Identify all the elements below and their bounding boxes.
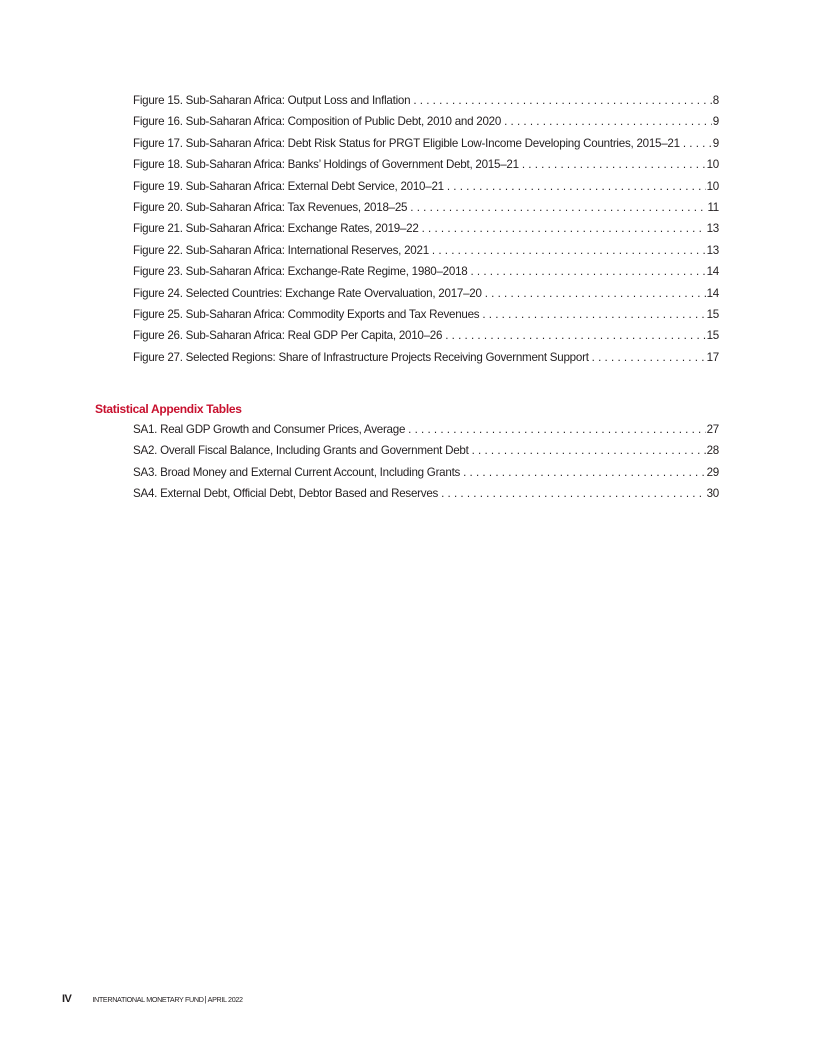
toc-entry-page: 9 — [712, 115, 719, 129]
footer-page-number: IV — [62, 993, 72, 1005]
toc-entry-title: Figure 21. Sub-Saharan Africa: Exchange Rates, 2019–22 — [133, 222, 419, 236]
toc-entry-figure-26[interactable] — [133, 329, 719, 350]
dot-leader — [419, 222, 706, 235]
toc-entry-table-sa4[interactable] — [133, 487, 719, 508]
toc-entry-figure-22[interactable] — [133, 244, 719, 265]
dot-leader — [479, 308, 705, 321]
dot-leader — [467, 265, 705, 278]
toc-entry-page: 13 — [706, 222, 719, 236]
dot-leader — [469, 444, 706, 457]
dot-leader — [680, 137, 712, 150]
dot-leader — [482, 287, 706, 300]
toc-entry-page: 15 — [706, 329, 719, 343]
toc-entry-figure-20[interactable] — [133, 201, 719, 222]
toc-entry-page: 13 — [706, 243, 719, 257]
toc-entry-title: Figure 17. Sub-Saharan Africa: Debt Risk Status for PRGT Eligible Low-Income Developing Countries, 2015–21 — [133, 136, 680, 150]
footer-separator: | — [204, 995, 207, 1004]
toc-entry-title: Figure 26. Sub-Saharan Africa: Real GDP Per Capita, 2010–26 — [133, 329, 443, 343]
toc-entry-table-sa2[interactable] — [133, 444, 719, 465]
toc-entry-page: 8 — [712, 94, 719, 107]
toc-entry-title: Figure 16. Sub-Saharan Africa: Composition of Public Debt, 2010 and 2020 — [133, 115, 502, 129]
toc-entry-page: 9 — [712, 136, 719, 150]
toc-entry-figure-21[interactable] — [133, 222, 719, 243]
toc-entry-figure-23[interactable] — [133, 265, 719, 286]
toc-entry-title: Figure 24. Selected Countries: Exchange Rate Overvaluation, 2017–20 — [133, 286, 482, 300]
footer-date: APRIL 2022 — [207, 995, 243, 1004]
toc-entry-page: 17 — [706, 350, 719, 364]
toc-entry-table-sa1[interactable] — [133, 423, 719, 444]
dot-leader — [589, 351, 706, 364]
toc-entry-title: Figure 27. Selected Regions: Share of Infrastructure Projects Receiving Government Support — [133, 350, 589, 364]
toc-entry-title: Figure 15. Sub-Saharan Africa: Output Loss and Inflation — [133, 94, 411, 107]
appendix-toc-list — [133, 423, 719, 509]
toc-entry-figure-17[interactable] — [133, 137, 719, 158]
dot-leader — [501, 115, 712, 128]
toc-entry-page: 30 — [706, 487, 719, 501]
dot-leader — [460, 466, 705, 479]
toc-entry-figure-19[interactable] — [133, 180, 719, 201]
toc-entry-page: 15 — [706, 307, 719, 321]
toc-entry-title: Figure 25. Sub-Saharan Africa: Commodity Exports and Tax Revenues — [133, 307, 480, 321]
toc-entry-title: SA2. Overall Fiscal Balance, Including Grants and Government Debt — [133, 444, 469, 458]
toc-entry-figure-18[interactable] — [133, 158, 719, 179]
footer-publisher: INTERNATIONAL MONETARY FUND — [92, 995, 204, 1004]
toc-entry-page: 11 — [707, 200, 719, 214]
dot-leader — [444, 180, 706, 193]
toc-entry-title: SA3. Broad Money and External Current Account, Including Grants — [133, 465, 461, 479]
toc-entry-figure-25[interactable] — [133, 308, 719, 329]
toc-entry-page: 14 — [706, 265, 719, 279]
section-heading-appendix: Statistical Appendix Tables — [95, 402, 242, 416]
toc-entry-page: 27 — [706, 423, 719, 436]
toc-entry-title: Figure 22. Sub-Saharan Africa: International Reserves, 2021 — [133, 243, 429, 257]
toc-entry-title: SA1. Real GDP Growth and Consumer Prices, Average — [133, 423, 406, 436]
toc-entry-page: 10 — [706, 158, 719, 172]
toc-entry-title: Figure 20. Sub-Saharan Africa: Tax Revenues, 2018–25 — [133, 200, 408, 214]
dot-leader — [407, 201, 706, 214]
figures-toc-list — [133, 94, 719, 372]
toc-entry-title: SA4. External Debt, Official Debt, Debtor Based and Reserves — [133, 487, 439, 501]
page-footer — [62, 993, 243, 1005]
toc-entry-page: 28 — [706, 444, 719, 458]
toc-entry-title: Figure 18. Sub-Saharan Africa: Banks’ Holdings of Government Debt, 2015–21 — [133, 158, 519, 172]
dot-leader — [442, 329, 705, 342]
dot-leader — [405, 423, 705, 436]
toc-entry-title: Figure 23. Sub-Saharan Africa: Exchange-Rate Regime, 1980–2018 — [133, 265, 468, 279]
toc-entry-page: 29 — [706, 465, 719, 479]
toc-entry-page: 10 — [706, 179, 719, 193]
toc-entry-figure-15[interactable] — [133, 94, 719, 115]
dot-leader — [438, 487, 706, 500]
dot-leader — [519, 158, 706, 171]
toc-entry-title: Figure 19. Sub-Saharan Africa: External Debt Service, 2010–21 — [133, 179, 444, 193]
toc-entry-figure-24[interactable] — [133, 287, 719, 308]
toc-entry-table-sa3[interactable] — [133, 466, 719, 487]
toc-entry-page: 14 — [706, 286, 719, 300]
toc-entry-figure-27[interactable] — [133, 351, 719, 372]
toc-entry-figure-16[interactable] — [133, 115, 719, 136]
dot-leader — [429, 244, 706, 257]
dot-leader — [410, 94, 711, 107]
